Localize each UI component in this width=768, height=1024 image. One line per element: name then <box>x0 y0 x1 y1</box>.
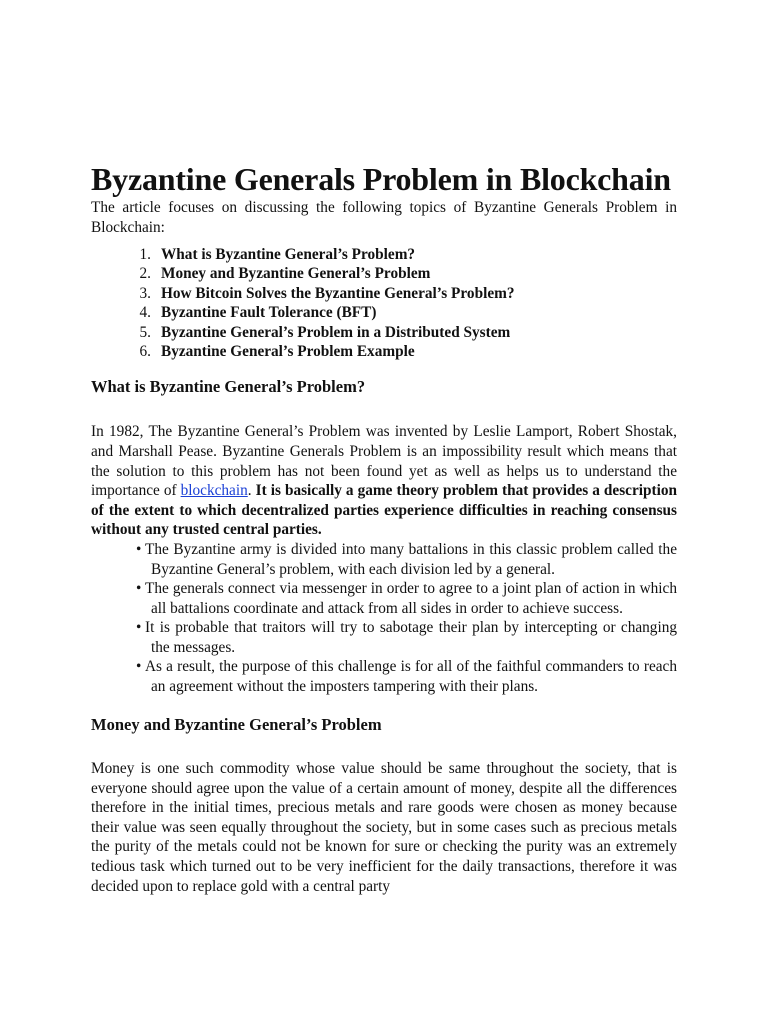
bullet-icon: • <box>136 541 142 558</box>
list-item <box>91 618 677 657</box>
toc-number: 5. <box>139 323 151 341</box>
toc-number: 4. <box>139 304 151 322</box>
toc-item[interactable] <box>91 245 677 264</box>
section-paragraph-money: Money is one such commodity whose value should be same throughout the society, that is everyone should agree upon the value of a certain amount of money, despite all the differences therefore in the initial times, precious metals and rare goods were chosen as money because their value was seen equally throughout the society, but in some cases such as precious metals the purity of the metals could not be known for sure or checking the purity was an extremely tedious task which turned out to be very inefficient for the daily transactions, therefore it was decided upon to replace gold with a central party <box>91 760 677 895</box>
toc-label: Byzantine General’s Problem Example <box>161 343 415 361</box>
section-heading-money: Money and Byzantine General’s Problem <box>91 715 382 734</box>
toc-number: 3. <box>139 284 151 302</box>
list-item <box>91 657 677 696</box>
toc-item[interactable] <box>91 323 677 342</box>
paragraph-bold-text: It is basically a game theory problem that provides a description of the extent to which decentralized parties experience difficulties in reaching consensus without any trusted central parties. <box>91 482 677 539</box>
table-of-contents <box>91 245 677 361</box>
section-paragraph-what-is <box>91 422 677 540</box>
toc-label: What is Byzantine General’s Problem? <box>161 246 416 263</box>
toc-number: 1. <box>139 246 151 263</box>
toc-item[interactable] <box>91 284 677 303</box>
paragraph-text: In 1982, The Byzantine General’s Problem was invented by Leslie Lamport, Robert Shostak, and Marshall Pease. Byzantine Generals Problem is an impossibility result which means that the solution to this problem has not been found yet as well as helps us to understand the importance of <box>91 423 677 500</box>
bullet-icon: • <box>136 658 142 675</box>
toc-label: Money and Byzantine General’s Problem <box>161 265 431 283</box>
article-body <box>91 160 677 896</box>
toc-label: How Bitcoin Solves the Byzantine General’s Problem? <box>161 284 515 302</box>
list-item-text: It is probable that traitors will try to sabotage their plan by intercepting or changing the messages. <box>145 619 677 656</box>
toc-number: 2. <box>139 265 151 283</box>
list-item-text: As a result, the purpose of this challenge is for all of the faithful commanders to reach an agreement without the imposters tampering with their plans. <box>145 658 677 695</box>
list-item <box>91 540 677 579</box>
list-item <box>91 579 677 618</box>
bullet-icon: • <box>136 580 142 597</box>
page-title: Byzantine Generals Problem in Blockchain <box>91 161 671 197</box>
paragraph-text: . <box>247 482 256 500</box>
toc-item[interactable] <box>91 264 677 283</box>
toc-label: Byzantine General’s Problem in a Distributed System <box>161 323 511 341</box>
toc-item[interactable] <box>91 303 677 322</box>
bullet-list <box>91 540 677 696</box>
toc-number: 6. <box>139 343 151 361</box>
section-heading-what-is: What is Byzantine General’s Problem? <box>91 377 366 397</box>
blockchain-link[interactable]: blockchain <box>180 482 248 500</box>
intro-paragraph: The article focuses on discussing the following topics of Byzantine Generals Problem in Blockchain: <box>91 199 677 236</box>
toc-item[interactable] <box>91 342 677 361</box>
toc-label: Byzantine Fault Tolerance (BFT) <box>161 304 377 322</box>
list-item-text: The generals connect via messenger in order to agree to a joint plan of action in which all battalions coordinate and attack from all sides in order to achieve success. <box>145 580 677 617</box>
bullet-icon: • <box>136 619 142 636</box>
list-item-text: The Byzantine army is divided into many battalions in this classic problem called the Byzantine General’s problem, with each division led by a general. <box>145 541 677 578</box>
